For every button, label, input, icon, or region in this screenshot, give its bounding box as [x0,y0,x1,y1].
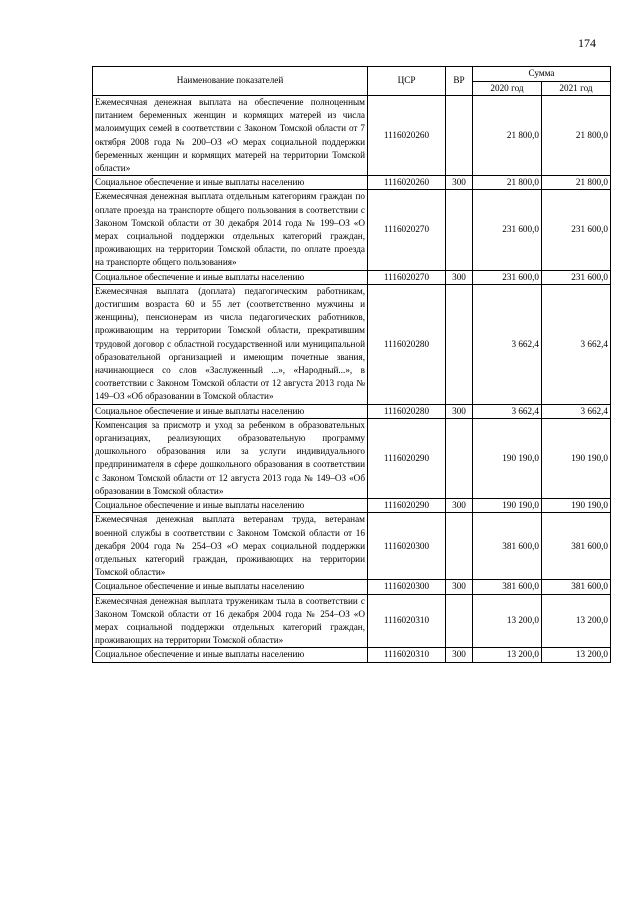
row-sum-2021: 381 600,0 [542,580,611,594]
table-row [93,648,611,662]
row-sum-2021: 3 662,4 [542,404,611,418]
row-sum-2021: 190 190,0 [542,499,611,513]
row-name: Социальное обеспечение и иные выплаты населению [93,580,368,594]
row-csr: 1116020290 [368,499,446,513]
row-name: Социальное обеспечение и иные выплаты населению [93,404,368,418]
row-sum-2021: 13 200,0 [542,594,611,648]
row-csr: 1116020280 [368,284,446,404]
table-row [93,404,611,418]
table-row [93,594,611,648]
row-sum-2021: 21 800,0 [542,96,611,176]
row-name: Ежемесячная денежная выплата на обеспечение полноценным питанием беременных женщин и кормящих матерей из числа малоимущих семей в соответствии с Законом Томской области от 7 октября 2008 года № 200–ОЗ «О мерах социальной поддержки беременных женщин и кормящих матерей на территории Томской области» [93,96,368,176]
row-vr [446,418,473,498]
header-name: Наименование показателей [93,67,368,96]
table-row [93,580,611,594]
row-csr: 1116020290 [368,418,446,498]
row-sum-2020: 381 600,0 [473,580,542,594]
table-row [93,284,611,404]
row-csr: 1116020260 [368,96,446,176]
row-sum-2020: 381 600,0 [473,513,542,580]
row-vr: 300 [446,176,473,190]
row-name: Компенсация за присмотр и уход за ребенком в образовательных организациях, реализующих образовательную программу дошкольного образования или за услуги индивидуального предпринимателя в сфере дошкольного образования в соответствии с Законом Томской области от 12 августа 2013 года № 149–ОЗ «Об образовании в Томской области» [93,418,368,498]
row-vr [446,594,473,648]
row-sum-2021: 13 200,0 [542,648,611,662]
row-sum-2020: 13 200,0 [473,594,542,648]
header-csr: ЦСР [368,67,446,96]
row-sum-2020: 13 200,0 [473,648,542,662]
row-vr [446,190,473,270]
row-csr: 1116020280 [368,404,446,418]
row-name: Ежемесячная денежная выплата ветеранам труда, ветеранам военной службы в соответствии с Законом Томской области от 16 декабря 2004 года № 254–ОЗ «О мерах социальной поддержки отдельных категорий граждан, проживающих на территории Томской области» [93,513,368,580]
page-number: 174 [578,36,596,50]
row-name: Социальное обеспечение и иные выплаты населению [93,648,368,662]
row-sum-2021: 21 800,0 [542,176,611,190]
row-sum-2020: 231 600,0 [473,270,542,284]
row-sum-2021: 381 600,0 [542,513,611,580]
row-sum-2020: 190 190,0 [473,499,542,513]
row-sum-2021: 3 662,4 [542,284,611,404]
row-csr: 1116020270 [368,190,446,270]
row-vr [446,284,473,404]
row-name: Ежемесячная денежная выплата труженикам тыла в соответствии с Законом Томской области от 16 декабря 2004 года № 254–ОЗ «О мерах социальной поддержки отдельных категорий граждан, проживающих на территории Томской области» [93,594,368,648]
table-row [93,96,611,176]
header-year-2020: 2020 год [473,81,542,96]
table-row [93,499,611,513]
table-row [93,513,611,580]
row-name: Социальное обеспечение и иные выплаты населению [93,270,368,284]
row-sum-2020: 21 800,0 [473,176,542,190]
row-vr: 300 [446,648,473,662]
row-name: Социальное обеспечение и иные выплаты населению [93,499,368,513]
row-vr [446,96,473,176]
row-vr: 300 [446,404,473,418]
row-sum-2020: 21 800,0 [473,96,542,176]
header-year-2021: 2021 год [542,81,611,96]
row-sum-2021: 231 600,0 [542,190,611,270]
row-vr [446,513,473,580]
row-sum-2020: 190 190,0 [473,418,542,498]
budget-table [92,66,611,663]
row-sum-2020: 3 662,4 [473,284,542,404]
row-vr: 300 [446,499,473,513]
row-csr: 1116020310 [368,648,446,662]
row-csr: 1116020310 [368,594,446,648]
table-row [93,270,611,284]
table-row [93,190,611,270]
row-csr: 1116020300 [368,580,446,594]
header-sum: Сумма [473,67,611,82]
row-name: Социальное обеспечение и иные выплаты населению [93,176,368,190]
row-name: Ежемесячная выплата (доплата) педагогическим работникам, достигшим возраста 60 и 55 лет (соответственно мужчины и женщины), пенсионерам из числа педагогических работников, проживающим на территории Томской области, прекратившим трудовой договор с областной государственной или муниципальной образовательной организацией и имеющим почетные звания, начинающиеся со слов «Заслуженный ...», «Народный...», в соответствии с Законом Томской области от 12 августа 2013 года № 149–ОЗ «Об образовании в Томской области» [93,284,368,404]
row-vr: 300 [446,270,473,284]
row-csr: 1116020260 [368,176,446,190]
row-name: Ежемесячная денежная выплата отдельным категориям граждан по оплате проезда на транспорте общего пользования в соответствии с Законом Томской области от 30 декабря 2014 года № 199–ОЗ «О мерах социальной поддержки отдельных категорий граждан, проживающих на территории Томской области, по оплате проезда на транспорте общего пользования» [93,190,368,270]
row-sum-2021: 231 600,0 [542,270,611,284]
table-row [93,418,611,498]
header-vr: ВР [446,67,473,96]
row-sum-2020: 3 662,4 [473,404,542,418]
row-csr: 1116020300 [368,513,446,580]
row-csr: 1116020270 [368,270,446,284]
row-sum-2021: 190 190,0 [542,418,611,498]
row-sum-2020: 231 600,0 [473,190,542,270]
table-row [93,176,611,190]
row-vr: 300 [446,580,473,594]
